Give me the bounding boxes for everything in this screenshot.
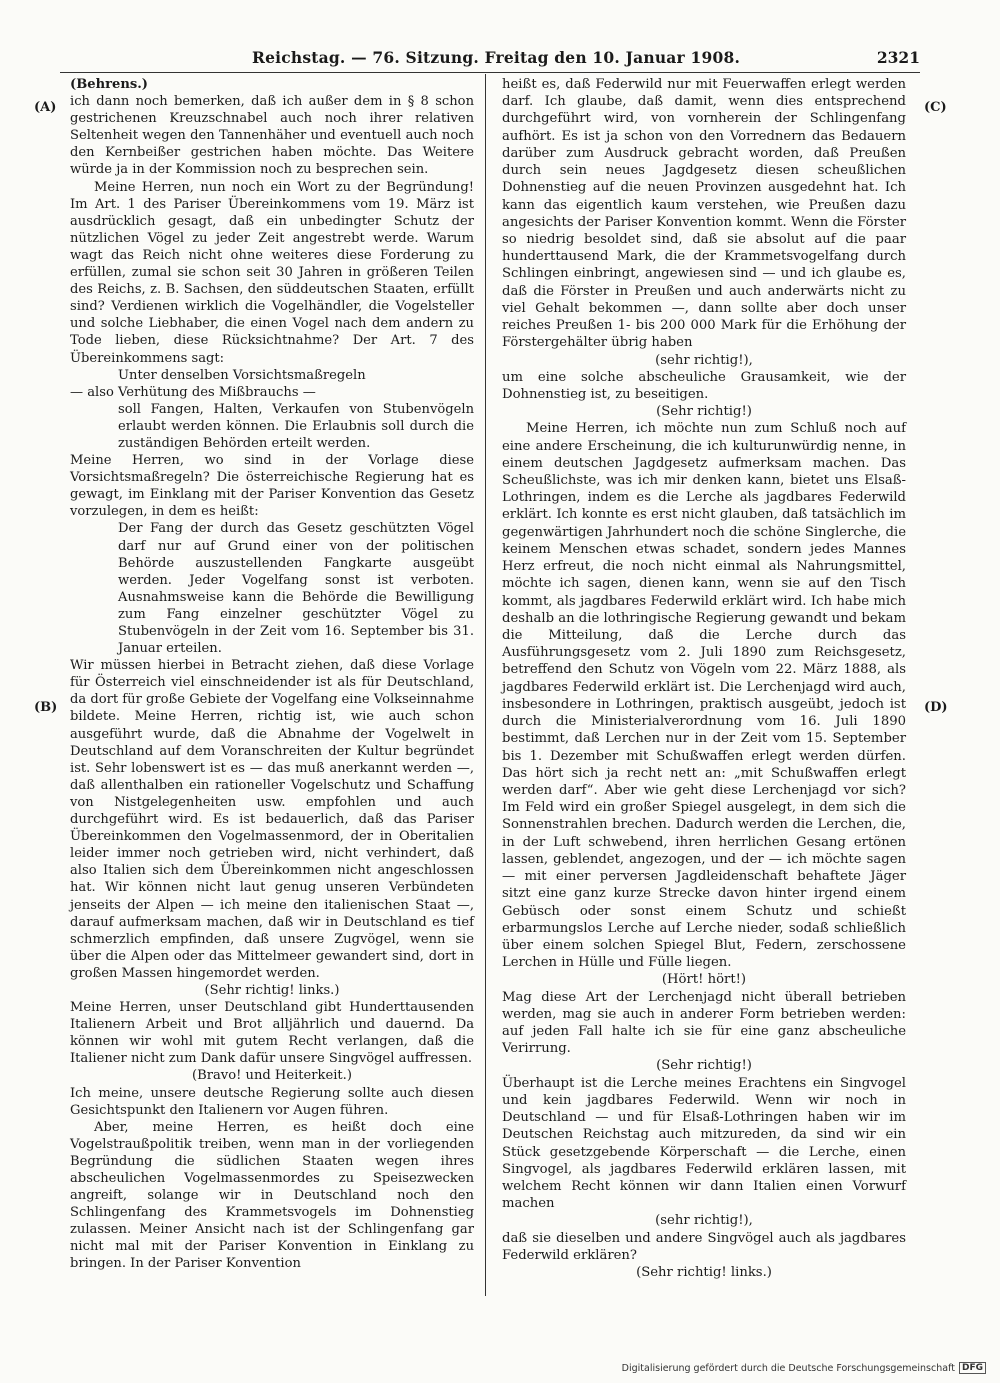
right-column bbox=[502, 76, 906, 1281]
paragraph: Meine Herren, unser Deutschland gibt Hunderttausenden Italienern Arbeit und Brot alljährlich und dauernd. Da können wir wohl mit gutem Recht verlangen, daß die Italiener nicht zum Dank dafür unsere Singvögel auffressen. bbox=[70, 1000, 474, 1067]
paragraph: Ich meine, unsere deutsche Regierung sollte auch diesen Gesichtspunkt den Italienern vor Augen führen. bbox=[70, 1085, 474, 1118]
paragraph: Der Fang der durch das Gesetz geschützten Vögel darf nur auf Grund einer von der politischen Behörde auszustellenden Fangkarte ausgeübt werden. Jeder Vogelfang sonst ist verboten. Ausnahmsweise kann die Behörde die Bewilligung zum Fang einzelner geschützter Vögel zu Stubenvögeln in der Zeit vom 16. September bis 31. Januar erteilen. bbox=[118, 521, 474, 657]
paragraph: Meine Herren, wo sind in der Vorlage diese Vorsichtsmaßregeln? Die österreichische Regierung hat es gewagt, im Einklang mit der Pariser Konvention das Gesetz vorzulegen, in dem es heißt: bbox=[70, 453, 474, 520]
header-rule bbox=[60, 72, 920, 73]
margin-mark-a: (A) bbox=[34, 100, 57, 115]
interjection: (sehr richtig!), bbox=[655, 352, 753, 368]
interjection: (Sehr richtig!) bbox=[656, 404, 752, 420]
page-number: 2321 bbox=[876, 48, 920, 67]
paragraph: Überhaupt ist die Lerche meines Erachtens ein Singvogel und kein jagdbares Federwild. Wenn wir noch in Deutschland — und für Elsaß-Lothringen haben wir im Deutschen Reichstag auch mitzureden, da sind wir ein Stück gesetzgebende Körperschaft — die Lerche, einen Singvogel, als jagdbares Federwild erklären lassen, mit welchem Recht können wir dann Italien einen Vorwurf machen bbox=[502, 1075, 906, 1212]
interjection: (Hört! hört!) bbox=[661, 972, 747, 988]
page-header bbox=[60, 48, 920, 72]
interjection: (Sehr richtig! links.) bbox=[636, 1265, 772, 1281]
interjection: (Sehr richtig! links.) bbox=[204, 982, 340, 998]
paragraph: (Behrens.) bbox=[70, 77, 148, 92]
column-divider bbox=[485, 74, 486, 1296]
margin-mark-c: (C) bbox=[924, 100, 947, 115]
paragraph: Meine Herren, nun noch ein Wort zu der Begründung! Im Art. 1 des Pariser Übereinkommens vom 19. März ist ausdrücklich gesagt, daß ein unbedingter Schutz der nützlichen Vögel zu jeder Zeit angestrebt werde. Warum wagt das Reich nicht ohne weiteres diese Forderung zu erfüllen, zumal sie schon seit 30 Jahren in größeren Teilen des Reichs, z. B. Sachsen, den süddeutschen Staaten, erfüllt sind? Verdienen wirklich die Vogelhändler, die Vogelsteller und solche Liebhaber, die einen Vogel nach dem andern zu Tode lieben, diese Rücksichtnahme? Der Art. 7 des Übereinkommens sagt: bbox=[70, 179, 474, 366]
margin-mark-d: (D) bbox=[924, 700, 948, 715]
paragraph: Mag diese Art der Lerchenjagd nicht überall betrieben werden, mag sie auch in anderer Form betrieben werden: auf jeden Fall halte ich sie für eine ganz abscheuliche Verirrung. bbox=[502, 989, 906, 1057]
left-column bbox=[70, 76, 474, 1273]
paragraph: Meine Herren, ich möchte nun zum Schluß noch auf eine andere Erscheinung, die ich kulturunwürdig nenne, in einem deutschen Jagdgesetz aufmerksam machen. Das Scheußlichste, was ich mir denken kann, bietet uns Elsaß-Lothringen, indem es die Lerche als jagdbares Federwild erklärt. Ich konnte es erst nicht glauben, daß tatsächlich im gegenwärtigen Jahrhundert noch die schöne Singlerche, die keinem Menschen etwas schadet, sondern jedes Mannes Herz erfreut, die noch nicht einmal als Nahrungsmittel, möchte ich sagen, dienen kann, wenn sie auf den Tisch kommt, als jagdbares Federwild erklärt wird. Ich habe mich deshalb an die lothringische Regierung gewandt und bekam die Mitteilung, daß die Lerche durch das Ausführungsgesetz vom 2. Juli 1890 zum Reichsgesetz, betreffend den Schutz von Vögeln vom 22. März 1888, als jagdbares Federwild erklärt ist. Die Lerchenjagd wird auch, insbesondere in Lothringen, praktisch ausgeübt, jedoch ist durch die Ministerialverordnung vom 16. Juli 1890 bestimmt, daß Lerchen nur in der Zeit vom 15. September bis 1. Dezember mit Schußwaffen erlegt werden dürfen. Das hört sich ja recht nett an: „mit Schußwaffen erlegt werden darf“. Aber wie geht diese Lerchenjagd vor sich? Im Feld wird ein großer Spiegel ausgelegt, in dem sich die Sonnenstrahlen brechen. Dadurch werden die Lerchen, die, in der Luft schwebend, ihren herrlichen Gesang ertönen lassen, geblendet, angezogen, und der — ich möchte sagen — mit einer perversen Jagdleidenschaft behaftete Jäger sitzt eine ganz kurze Strecke davon hinter irgend einem Gebüsch oder sonst einem Schutz und schießt erbarmungslos Lerche auf Lerche nieder, sodaß schließlich über einem solchen Spiegel Blut, Federn, zerschossene Lerchen in Hülle und Fülle liegen. bbox=[502, 421, 906, 971]
paragraph: heißt es, daß Federwild nur mit Feuerwaffen erlegt werden darf. Ich glaube, daß damit, wenn dies entsprechend durchgeführt wird, von vornherein der Schlingenfang aufhört. Es ist ja schon von den Vorrednern das Bedauern darüber zum Ausdruck gebracht worden, daß Preußen durch sein neues Jagdgesetz diesen scheußlichen Dohnenstieg auf die neuen Provinzen ausgedehnt hat. Ich kann das eigentlich kaum verstehen, wie Preußen dazu angesichts der Pariser Konvention kommt. Wenn die Förster so niedrig besoldet sind, daß sie absolut auf die paar hunderttausend Mark, die der Krammetsvogelfang durch Schlingen einbringt, angewiesen sind — und ich glaube es, daß die Förster in Preußen und auch anderwärts nicht zu viel Gehalt bekommen —, dann sollte aber doch unser reiches Preußen 1- bis 200 000 Mark für die Erhöhung der Förstergehälter übrig haben bbox=[502, 77, 906, 351]
interjection: (Sehr richtig!) bbox=[656, 1058, 752, 1074]
interjection: (Bravo! und Heiterkeit.) bbox=[192, 1068, 352, 1084]
paragraph: Wir müssen hierbei in Betracht ziehen, daß diese Vorlage für Österreich viel einschneidender ist als für Deutschland, da dort für große Gebiete der Vogelfang eine Volkseinnahme bildete. Meine Herren, richtig ist, wie auch schon ausgeführt wurde, daß die Abnahme der Vogelwelt in Deutschland auf dem Voranschreiten der Kultur begründet ist. Sehr lobenswert ist es — das muß anerkannt werden —, daß allenthalben ein rationeller Vogelschutz und Schaffung von Nistgelegenheiten usw. empfohlen und auch durchgeführt wird. Es ist bedauerlich, daß das Pariser Übereinkommen den Vogelmassenmord, der in Oberitalien leider immer noch getrieben wird, nicht verhindert, daß also Italien sich dem Übereinkommen nicht angeschlossen hat. Wir können nicht laut genug unseren Verbündeten jenseits der Alpen — ich meine den italienischen Staat —, darauf aufmerksam machen, daß wir in Deutschland es tief schmerzlich empfinden, daß unsere Zugvögel, wenn sie über die Alpen oder das Mittelmeer gewandert sind, dort in großen Massen hingemordet werden. bbox=[70, 658, 474, 981]
paragraph: — also Verhütung des Mißbrauchs — bbox=[70, 384, 316, 400]
running-title: Reichstag. — 76. Sitzung. Freitag den 10. Januar 1908. bbox=[252, 48, 741, 67]
paragraph: Aber, meine Herren, es heißt doch eine Vogelstraußpolitik treiben, wenn man in der vorliegenden Begründung die südlichen Staaten wegen ihres abscheulichen Vogelmassenmordes zu Speisezwecken angreift, solange wir in Deutschland noch den Schlingenfang des Krammetsvogels im Dohnenstieg zulassen. Meiner Ansicht nach ist der Schlingenfang gar nicht mal mit der Pariser Konvention in Einklang zu bringen. In der Pariser Konvention bbox=[70, 1119, 474, 1272]
footer bbox=[622, 1362, 986, 1374]
paragraph: Unter denselben Vorsichtsmaßregeln bbox=[118, 367, 366, 383]
paragraph: soll Fangen, Halten, Verkaufen von Stubenvögeln erlaubt werden können. Die Erlaubnis soll durch die zuständigen Behörden erteilt werden. bbox=[118, 401, 474, 451]
paragraph: um eine solche abscheuliche Grausamkeit, wie der Dohnenstieg ist, zu beseitigen. bbox=[502, 369, 906, 402]
paragraph: daß sie dieselben und andere Singvögel auch als jagdbares Federwild erklären? bbox=[502, 1230, 906, 1263]
footer-credit: Digitalisierung gefördert durch die Deutsche Forschungsgemeinschaft bbox=[621, 1362, 955, 1374]
paragraph: ich dann noch bemerken, daß ich außer dem in § 8 schon gestrichenen Kreuzschnabel auch noch ihrer relativen Seltenheit wegen den Tannenhäher und eventuell auch noch den Kernbeißer gestrichen haben möchte. Das Weitere würde ja in der Kommission noch zu besprechen sein. bbox=[70, 94, 474, 178]
margin-mark-b: (B) bbox=[34, 700, 58, 715]
dfg-logo: DFG bbox=[959, 1362, 986, 1374]
interjection: (sehr richtig!), bbox=[655, 1213, 753, 1229]
